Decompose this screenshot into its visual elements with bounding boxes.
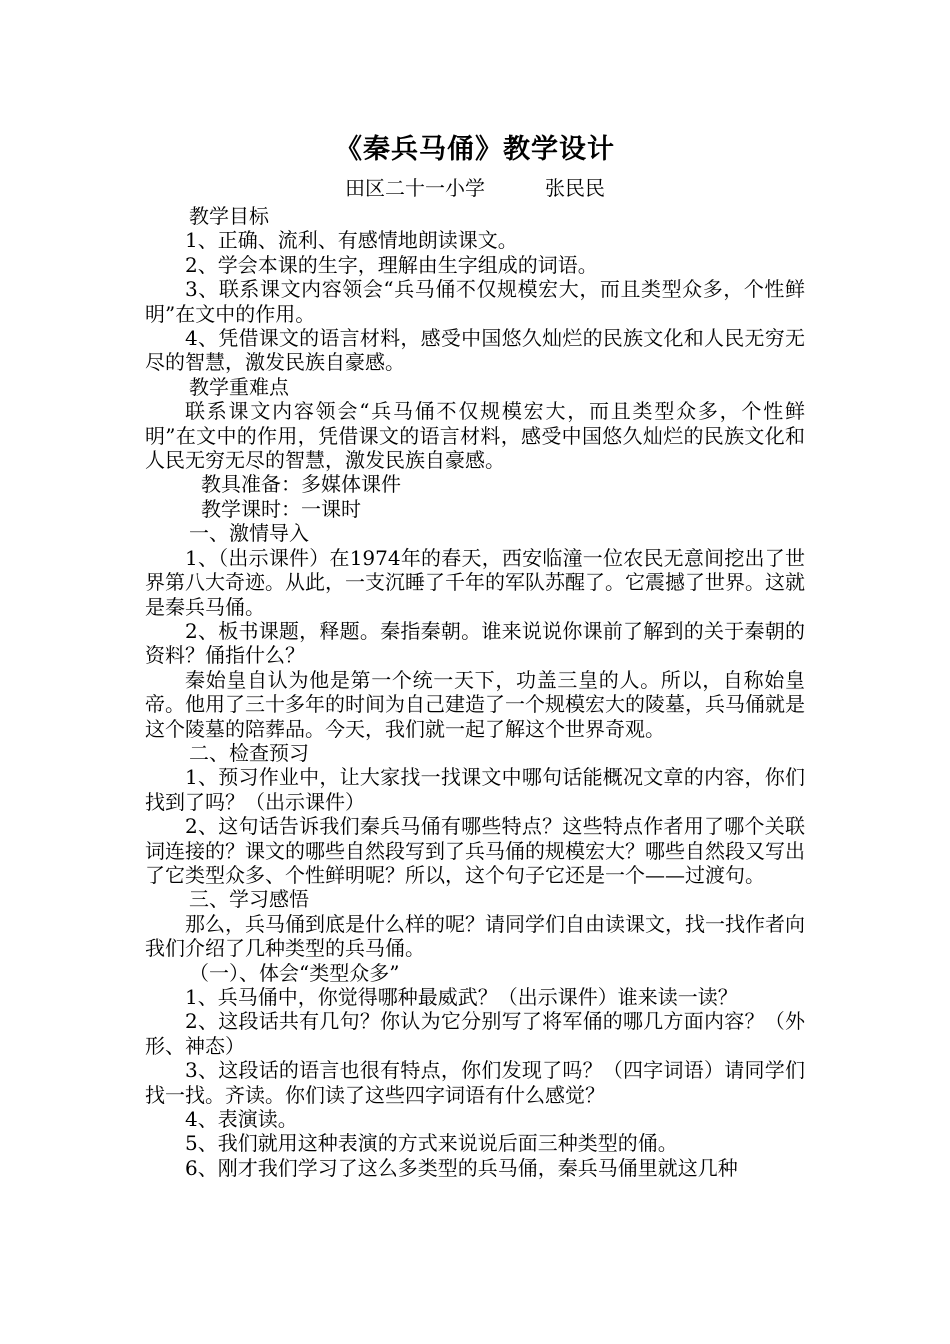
paragraph-preview-1: 1、预习作业中，让大家找一找课文中哪句话能概况文章的内容，你们找到了吗？（出示课件） bbox=[145, 765, 805, 814]
paragraph-intro-2: 2、板书课题，释题。秦指秦朝。谁来说说你课前了解到的关于秦朝的资料？俑指什么？ bbox=[145, 618, 805, 668]
section-heading-study: 三、学习感悟 bbox=[189, 887, 309, 912]
paragraph-key-points-heading: 教学重难点 bbox=[189, 374, 289, 399]
school-name: 田区二十一小学 bbox=[345, 176, 485, 200]
document-page bbox=[145, 128, 805, 1180]
paragraph-types-2: 2、这段话共有几句？你认为它分别写了将军俑的哪几方面内容？（外形、神态） bbox=[145, 1009, 805, 1058]
paragraph-teaching-aids: 教具准备：多媒体课件 bbox=[201, 472, 401, 497]
paragraph-key-points: 联系课文内容领会“兵马俑不仅规模宏大，而且类型众多，个性鲜明”在文中的作用，凭借课文的语言材料，感受中国悠久灿烂的民族文化和人民无穷无尽的智慧，激发民族自豪感。 bbox=[145, 399, 805, 473]
paragraph-preview-2: 2、这句话告诉我们秦兵马俑有哪些特点？这些特点作者用了哪个关联词连接的？课文的哪些自然段写到了兵马俑的规模宏大？哪些自然段又写出了它类型众多、个性鲜明呢？所以，这个句子它还是一个——过渡句。 bbox=[145, 814, 805, 887]
paragraph-types-3: 3、这段话的语言也很有特点，你们发现了吗？（四字词语）请同学们找一找。齐读。你们读了这些四字词语有什么感觉？ bbox=[145, 1058, 805, 1107]
paragraph-types-1: 1、兵马俑中，你觉得哪种最威武？（出示课件）谁来读一读？ bbox=[185, 985, 738, 1009]
paragraph-objective-4: 4、凭借课文的语言材料，感受中国悠久灿烂的民族文化和人民无穷无尽的智慧，激发民族自豪感。 bbox=[145, 326, 805, 375]
paragraph-objectives-heading: 教学目标 bbox=[189, 204, 269, 228]
paragraph-class-hours: 教学课时：一课时 bbox=[201, 496, 361, 521]
paragraph-types-4: 4、表演读。 bbox=[185, 1107, 298, 1132]
paragraph-objective-1: 1、正确、流利、有感情地朗读课文。 bbox=[185, 228, 518, 253]
paragraph-intro-3: 秦始皇自认为他是第一个统一天下，功盖三皇的人。所以，自称始皇帝。他用了三十多年的时间为自己建造了一个规模宏大的陵墓，兵马俑就是这个陵墓的陪葬品。今天，我们就一起了解这个世界奇观。 bbox=[145, 667, 805, 741]
paragraph-objective-3: 3、联系课文内容领会“兵马俑不仅规模宏大，而且类型众多，个性鲜明”在文中的作用。 bbox=[145, 277, 805, 326]
paragraph-objective-2: 2、学会本课的生字，理解由生字组成的词语。 bbox=[185, 252, 598, 277]
paragraph-types-6: 6、刚才我们学习了这么多类型的兵马俑，秦兵马俑里就这几种 bbox=[185, 1155, 738, 1180]
paragraph-intro-1: 1、（出示课件）在1974年的春天，西安临潼一位农民无意间挖出了世界第八大奇迹。从此，一支沉睡了千年的军队苏醒了。它震撼了世界。这就是秦兵马俑。 bbox=[145, 545, 805, 619]
paragraph-study-1: 那么，兵马俑到底是什么样的呢？请同学们自由读课文，找一找作者向我们介绍了几种类型的兵马俑。 bbox=[145, 911, 805, 961]
paragraph-types-5: 5、我们就用这种表演的方式来说说后面三种类型的俑。 bbox=[185, 1131, 678, 1156]
author-name: 张民民 bbox=[545, 176, 605, 200]
subsection-heading-types: （一）、体会“类型众多” bbox=[189, 960, 400, 985]
document-title: 《秦兵马俑》教学设计 bbox=[335, 134, 615, 165]
author-line bbox=[145, 172, 805, 204]
section-heading-intro: 一、激情导入 bbox=[189, 521, 309, 546]
section-heading-preview: 二、检查预习 bbox=[189, 740, 309, 765]
